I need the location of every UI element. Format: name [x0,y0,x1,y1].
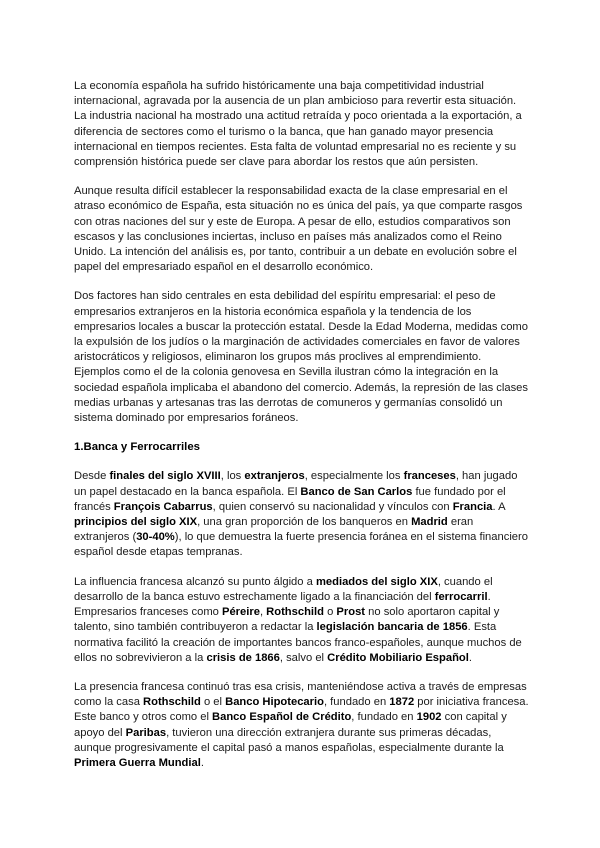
text-run: La influencia francesa alcanzó su punto álgido a [74,575,316,588]
text-run: o el [200,696,226,709]
text-run: , una gran proporción de los banqueros en [197,516,412,529]
bold-text-run: 1902 [416,711,442,724]
text-run: con capital y apoyo del [74,711,507,739]
bold-text-run: Paribas [125,726,167,739]
text-run: , tuvieron una dirección extranjera durante sus primeras décadas, aunque progresivamente el capital pasó a manos españolas, especialmente durante la [74,726,504,754]
text-run: , fundado en [351,711,417,724]
text-run: por iniciativa francesa. Este banco y otros como el [74,696,529,724]
text-run: ), lo que demuestra la fuerte presencia foránea en el sistema financiero español desde etapas tempranas. [74,531,528,559]
text-run: La presencia francesa continuó tras esa crisis, manteniéndose activa a través de empresas como la casa [74,680,527,709]
intro-paragraph-2: Aunque resulta difícil establecer la responsabilidad exacta de la clase empresarial en el atraso económico de España, esta situación no es única del país, ya que comparte rasgos con otras naciones del sur y este de Europa. A pesar de ello, estudios comparativos son escasos y las conclusiones inciertas, incluso en países más analizados como el Reino Unido. La intención del análisis es, por tanto, contribuir a un debate en evolución sobre el papel del empresariado español en el desarrollo económico. [74,185,523,274]
section-paragraph-1 [74,469,530,560]
text-run: , quien conservó su nacionalidad y vínculos con [212,500,453,513]
text-run: , los [220,470,245,483]
bold-text-run: Francia [452,500,493,513]
bold-text-run: franceses [403,470,456,483]
text-run: . [200,756,204,769]
text-run: . [468,651,472,664]
bold-text-run: Crédito Mobiliario Español [327,651,469,664]
section-paragraph-2 [74,575,530,666]
bold-text-run: Rothschild [266,606,324,619]
bold-text-run: Banco de San Carlos [300,485,413,498]
bold-text-run: finales del siglo XVIII [109,470,221,483]
text-run: , especialmente los [304,470,404,483]
text-run: , cuando el desarrollo de la banca estuvo estrechamente ligado a la financiación del [74,575,493,603]
text-run: eran extranjeros ( [74,516,474,544]
bold-text-run: principios del siglo XIX [74,516,198,529]
intro-paragraph-1: La economía española ha sufrido históricamente una baja competitividad industrial internacional, agravada por la ausencia de un plan ambicioso para revertir esta situación. La industria nacional ha mostrado una actitud retraída y poco orientada a la exportación, a diferencia de sectores como el turismo o la banca, que han ganado mayor presencia internacional en tiempos recientes. Esta falta de voluntad empresarial no es reciente y su comprensión histórica puede ser clave para abordar los restos que aún persisten. [74,80,522,169]
bold-text-run: Banco Hipotecario [225,696,324,709]
section-paragraph-3 [74,680,530,771]
bold-text-run: mediados del siglo XIX [315,575,438,588]
bold-text-run: ferrocarril [434,590,488,603]
text-run: , han jugado un papel destacado en la banca española. El [74,470,518,498]
bold-text-run: Péreire [221,606,260,619]
intro-paragraph-3: Dos factores han sido centrales en esta debilidad del espíritu empresarial: el peso de empresarios extranjeros en la historia económica española y la tendencia de los empresarios locales a buscar la protección estatal. Desde la Edad Moderna, medidas como la expulsión de los judíos o la marginación de actividades comerciales en favor de valores aristocráticos y religiosos, eliminaron los grupos más proclives al emprendimiento. Ejemplos como el de la colonia genovesa en Sevilla ilustran cómo la integración en la sociedad española implicaba el abandono del comercio. Además, la represión de las clases medias urbanas y artesanas tras las derrotas de comuneros y germanías consolidó un sistema dominado por empresarios foráneos. [74,290,528,425]
text-run: o [323,606,337,619]
bold-text-run: Rothschild [143,696,201,709]
section-heading: 1.Banca y Ferrocarriles [74,441,201,454]
bold-text-run: François Cabarrus [113,500,213,513]
text-run: , fundado en [323,696,390,709]
text-run: Desde [74,470,110,483]
text-run: , salvo el [279,651,328,664]
text-run: fue fundado por el francés [74,485,506,513]
bold-text-run: Banco Español de Crédito [212,711,352,724]
bold-text-run: Madrid [411,516,448,529]
bold-text-run: crisis de 1866 [206,651,280,664]
bold-text-run: 1872 [389,696,415,709]
bold-text-run: legislación bancaria de 1856 [316,621,468,634]
bold-text-run: Primera Guerra Mundial [74,756,201,769]
text-run: . Esta normativa facilitó la creación de importantes bancos franco-españoles, aunque muchos de ellos no sobrevivieron a la [74,621,522,664]
bold-text-run: Prost [336,606,366,619]
text-run: , [259,606,267,619]
text-run: no solo aportaron capital y talento, sino también contribuyeron a redactar la [74,606,500,634]
text-run: . A [492,500,505,513]
text-run: . Empresarios franceses como [74,590,491,619]
bold-text-run: extranjeros [244,470,305,483]
bold-text-run: 30-40% [136,531,175,544]
